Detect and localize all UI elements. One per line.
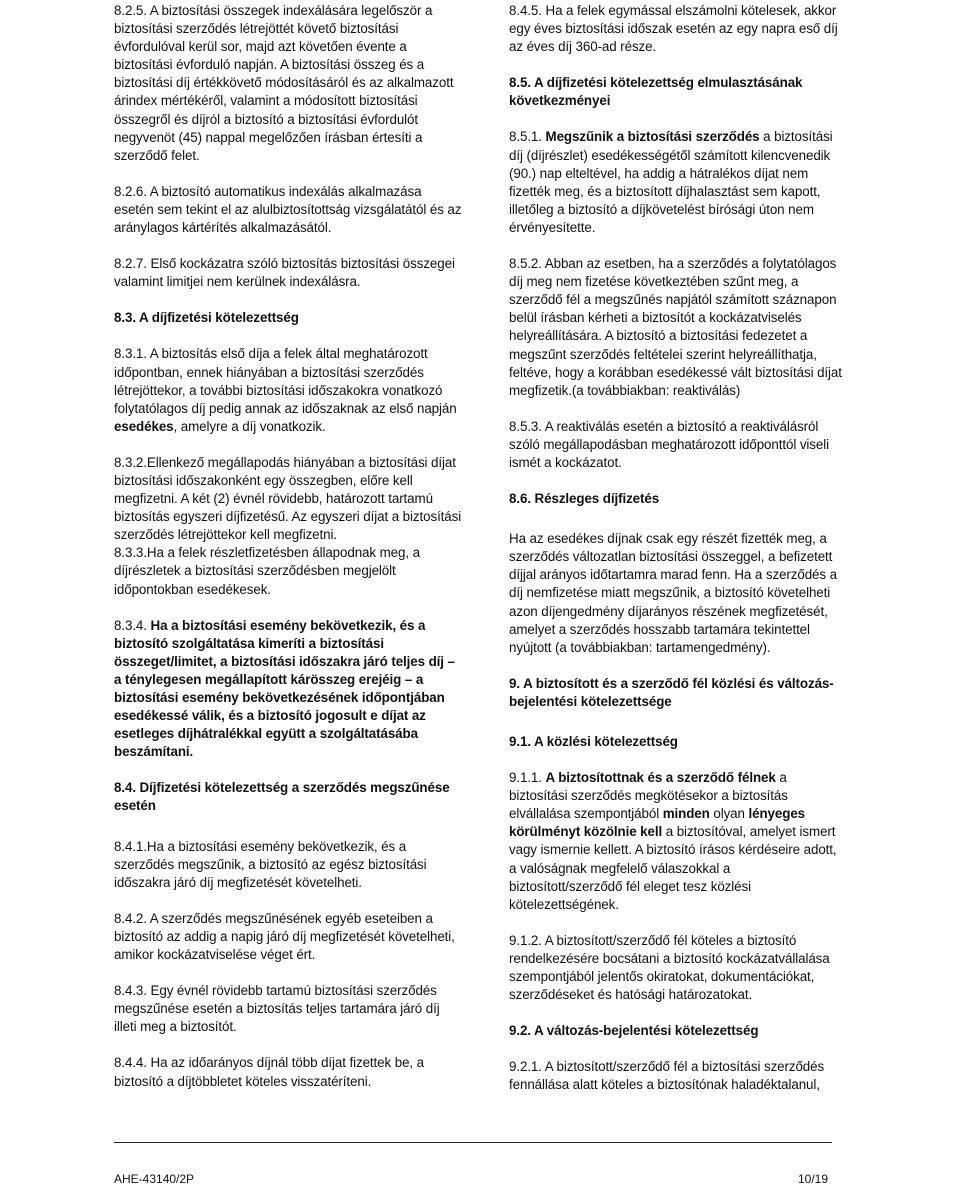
- paragraph-8-2-6: 8.2.6. A biztosító automatikus indexálás alkalmazása esetén sem tekint el az alulbiztosítottság vizsgálatától és az aránylagos kártérítés alkalmazásától.: [114, 183, 462, 236]
- paragraph-8-6: Ha az esedékes díjnak csak egy részét fizették meg, a szerződés változatlan biztosítási összeggel, a befizetett díjjal arányos időtartamra marad fenn. Ha a szerződés a díj nemfizetése miatt megszűnik, a biztosító követelheti azon díjengedmény díjarányos részének megfizetését, amelyet a szerződés hosszabb tartamára tekintettel nyújtott (a továbbiakban: tartamengedmény).: [509, 531, 837, 655]
- paragraph-8-5-1-number: 8.5.1.: [509, 129, 546, 145]
- footer-divider: [114, 1142, 832, 1143]
- heading-9-2: 9.2. A változás-bejelentési kötelezettség: [509, 1023, 759, 1039]
- paragraph-9-1-1-bold-b: minden: [662, 806, 710, 822]
- paragraph-8-3-4-bold: Ha a biztosítási esemény bekövetkezik, és a biztosító szolgáltatása kimeríti a biztosítási összeget/limitet, a biztosítási időszakra járó teljes díj – a ténylegesen megállapított kárösszeg erejéig – a biztosítási esemény bekövetkezésének időpontjában esedékessé válik, és a biztosító jogosult e díjat az esetleges díjhátralékkal együtt a szolgáltatásába beszámítani.: [114, 617, 455, 760]
- paragraph-8-4-1: 8.4.1.Ha a biztosítási esemény bekövetkezik, és a szerződés megszűnik, a biztosító az egész biztosítási időszakra járó díj megfizetését követelheti.: [114, 838, 427, 890]
- paragraph-8-4-3: 8.4.3. Egy évnél rövidebb tartamú biztosítási szerződés megszűnése esetén a biztosítás teljes tartamára járó díj illeti meg a biztosítót.: [114, 983, 440, 1035]
- paragraph-8-3-4: [114, 617, 462, 762]
- footer-document-code: AHE-43140/2P: [114, 1172, 195, 1186]
- paragraph-8-4-2: 8.4.2. A szerződés megszűnésének egyéb eseteiben a biztosító az addig a napig járó díj megfizetését követelheti, amikor kockázatviselése véget ért.: [114, 910, 455, 963]
- paragraph-8-3-3: 8.3.3.Ha a felek részletfizetésben állapodnak meg, a díjrészletek a biztosítási szerződésben megjelölt időpontokban esedékesek.: [114, 545, 420, 597]
- heading-9-1: 9.1. A közlési kötelezettség: [509, 734, 678, 749]
- paragraph-8-2-5: 8.2.5. A biztosítási összegek indexálására legelőször a biztosítási szerződés létrejöttét követő biztosítási évfordulóval kerül sor, majd azt követően évente a biztosítási évforduló napján. A biztosítási összeg és a biztosítási díj értékkövető módosításáról és az alkalmazott árindex mértékéről, valamint a módosított biztosítási összegről és díjról a biztosító a biztosítási évfordulót negyvenöt (45) nappal megelőzően írásban értesíti a szerződő felet.: [114, 3, 454, 163]
- heading-8-6: 8.6. Részleges díjfizetés: [509, 491, 660, 507]
- paragraph-8-3-1: [114, 345, 462, 435]
- paragraph-8-5-3: 8.5.3. A reaktiválás esetén a biztosító a reaktiválásról szóló megállapodásban meghatározott időponttól viseli ismét a kockázatot.: [509, 418, 829, 470]
- paragraph-9-1-2: 9.1.2. A biztosított/szerződő fél köteles a biztosító rendelkezésére bocsátani a biztosító kockázatvállalása szempontjából jelentős okiratokat, dokumentációkat, szerződéseket és hatósági határozatokat.: [509, 932, 830, 1003]
- paragraph-8-4-4: 8.4.4. Ha az időarányos díjnál több díjat fizettek be, a biztosító a díjtöbbletet köteles visszatéríteni.: [114, 1055, 425, 1089]
- paragraph-8-5-2: 8.5.2. Abban az esetben, ha a szerződés a folytatólagos díj meg nem fizetése következtében szűnt meg, a szerződő fél a megszűnés napjától számított száznapon belül írásban kérheti a biztosítót a kockázatviselés helyreállítására. A biztosító a biztosítási fedezetet a megszűnt szerződés feltételei szerint helyreállíthatja, feltéve, hogy a korábban esedékessé vált biztosítási díjat megfizetik.(a továbbiakban: reaktiválás): [509, 256, 842, 398]
- heading-8-3: 8.3. A díjfizetési kötelezettség: [114, 310, 299, 326]
- paragraph-8-5-1-bold: Megszűnik a biztosítási szerződés: [545, 129, 760, 145]
- paragraph-8-5-1-text: a biztosítási díj (díjrészlet) esedékességétől számított kilencvenedik (90.) nap elteltével, ha addig a hátralékos díjat nem fizették meg, és a biztosított díjhalasztást sem kapott, illetőleg a biztosító a díjkövetelést bírósági úton nem érvényesítette.: [509, 129, 833, 235]
- footer-page-number: 10/19: [798, 1172, 829, 1186]
- paragraph-9-2-1: 9.2.1. A biztosított/szerződő fél a biztosítási szerződés fennállása alatt köteles a biztosítónak haladéktalanul,: [509, 1059, 825, 1093]
- heading-9: 9. A biztosított és a szerződő fél közlési és változás-bejelentési kötelezettsége: [509, 675, 834, 709]
- paragraph-8-3-1-bold: esedékes: [114, 418, 174, 434]
- right-column: [509, 2, 847, 1113]
- paragraph-8-3-1-text-a: 8.3.1. A biztosítás első díja a felek által meghatározott időpontban, ennek hiányában a biztosítási szerződés létrejöttekor, a további biztosítási időszakokra vonatkozó folytatólagos díj pedig annak az időszaknak az első napján: [114, 346, 457, 416]
- paragraph-8-2-7: 8.2.7. Első kockázatra szóló biztosítás biztosítási összegei valamint limitjei nem kerülnek indexálásra.: [114, 256, 455, 290]
- paragraph-8-3-2: 8.3.2.Ellenkező megállapodás hiányában a biztosítási díjat biztosítási időszakonként egy összegben, előre kell megfizetni. A két (2) évnél rövidebb, határozott tartamú biztosítás egyszeri díjfizetésű. Az egyszeri díjat a biztosítási szerződés létrejöttekor kell megfizetni.: [114, 454, 462, 543]
- paragraph-9-1-1-bold-a: A biztosítottnak és a szerződő félnek: [545, 770, 776, 786]
- paragraph-9-1-1-text-a: a biztosítási szerződés megkötésekor a biztosítás elvállalása szempontjából: [509, 770, 788, 822]
- left-column: [114, 2, 462, 1109]
- paragraph-8-4-5: 8.4.5. Ha a felek egymással elszámolni kötelesek, akkor egy éves biztosítási időszak esetén az egy napra eső díj az éves díj 360-ad része.: [509, 3, 838, 55]
- heading-8-5: 8.5. A díjfizetési kötelezettség elmulasztásának következményei: [509, 75, 803, 109]
- paragraph-8-3-4-number: 8.3.4.: [114, 617, 151, 633]
- paragraph-8-5-1: [509, 128, 847, 237]
- heading-8-4: 8.4. Díjfizetési kötelezettség a szerződés megszűnése esetén: [114, 780, 450, 814]
- paragraph-8-3-1-text-c: , amelyre a díj vonatkozik.: [173, 418, 326, 434]
- paragraph-9-1-1-bold-c: lényeges körülményt közölnie kell: [509, 806, 806, 840]
- paragraph-9-1-1-text-c: a biztosítóval, amelyet ismert vagy ismernie kellett. A biztosító írásos kérdéseire adott, a valóságnak megfelelő válaszokkal a biztosított/szerződő fél eleget tesz közlési kötelezettségének.: [509, 824, 837, 912]
- paragraph-9-1-1-number: 9.1.1.: [509, 770, 546, 786]
- paragraph-9-1-1: [509, 769, 847, 914]
- paragraph-9-1-1-text-b: olyan: [709, 806, 749, 822]
